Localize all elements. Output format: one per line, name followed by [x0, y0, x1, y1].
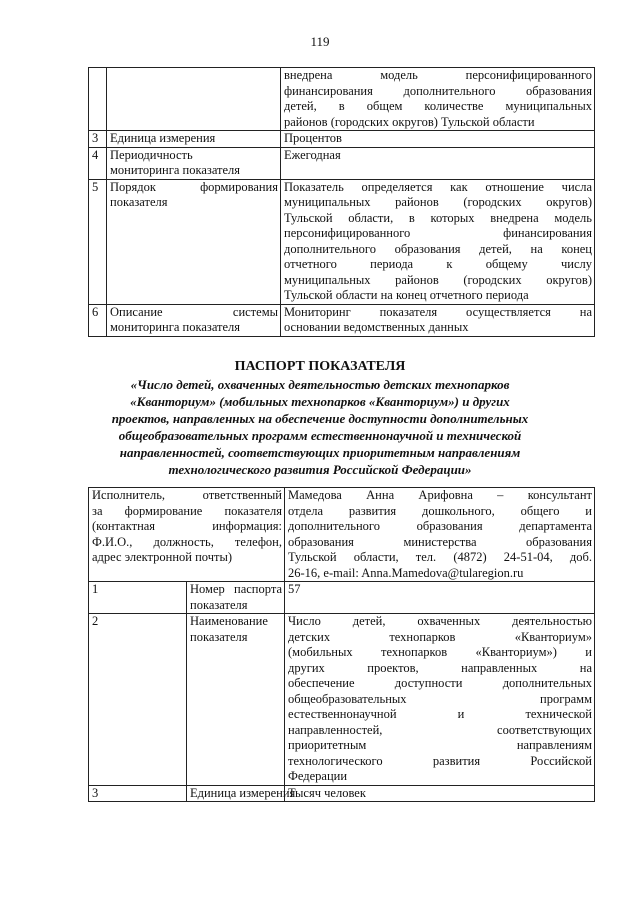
- passport-heading-block: [80, 358, 560, 478]
- row-label: Наименование показателя: [187, 614, 285, 786]
- passport-title: ПАСПОРТ ПОКАЗАТЕЛЯ: [234, 359, 406, 374]
- row-number: 2: [89, 614, 187, 786]
- row-value: Процентов: [281, 131, 595, 148]
- table-row: [89, 304, 595, 336]
- table-row: [89, 179, 595, 304]
- table-row: [89, 785, 595, 802]
- row-label: Номер паспорта показателя: [187, 582, 285, 614]
- executor-value: Мамедова Анна Арифовна – консультант отдела развития дошкольного, общего и дополнительного образования департамента образования министерства образования Тульской области, тел. (4872) 24-51-04, доб. 26-16, e-mail: Anna.Mamedova@tularegion.ru: [285, 488, 595, 582]
- text-line: внедрена модель персонифицированного: [284, 68, 592, 82]
- row-number: 3: [89, 785, 187, 802]
- row-value: Мониторинг показателя осуществляется на основании ведомственных данных: [281, 304, 595, 336]
- row-label: Единица измерения: [187, 785, 285, 802]
- row-value: Тысяч человек: [285, 785, 595, 802]
- indicator-passport-table: [88, 487, 595, 802]
- row-value: 57: [285, 582, 595, 614]
- table-row: [89, 614, 595, 786]
- table-row: [89, 147, 595, 179]
- table-row: [89, 488, 595, 582]
- row-number: 1: [89, 582, 187, 614]
- indicator-table-continued: [88, 67, 595, 337]
- text-line: финансирования дополнительного образования: [284, 83, 592, 98]
- row-number: 5: [89, 179, 107, 304]
- row-number: 4: [89, 147, 107, 179]
- text-line: районов (городских округов) Тульской области: [284, 114, 535, 129]
- row-value: Показатель определяется как отношение числа муниципальных районов (городских округов) Тульской области, в которых внедрена модель персонифицированного финансирования дополнительного образования детей, на конец отчетного периода к общему числу муниципальных районов (городских округов) Тульской области на конец отчетного периода: [281, 179, 595, 304]
- page-number: 119: [310, 34, 330, 49]
- table-row: [89, 582, 595, 614]
- table-row: [89, 131, 595, 148]
- text-line: детей, в общем количестве муниципальных: [284, 99, 592, 113]
- table-row: [89, 68, 595, 131]
- row-number: 6: [89, 304, 107, 336]
- passport-subtitle: «Число детей, охваченных деятельностью детских технопарков «Кванториум» (мобильных технопарков «Кванториум») и других проектов, направленных на обеспечение доступности дополнительных общеобразовательных программ естественнонаучной и технической направленностей, соответствующих приоритетным направлениям технологического развития Российской Федерации»: [111, 377, 529, 477]
- row-label: Периодичность мониторинга показателя: [107, 147, 281, 179]
- row-label: Описание системы мониторинга показателя: [107, 304, 281, 336]
- row-number-cell: [89, 68, 107, 131]
- row-value: Число детей, охваченных деятельностью детских технопарков «Кванториум» (мобильных технопарков «Кванториум») и других проектов, направленных на обеспечение доступности дополнительных общеобразовательных программ естественнонаучной и технической направленностей, соответствующих приоритетным направлениям технологического развития Российской Федерации: [285, 614, 595, 786]
- executor-label: Исполнитель, ответственный за формирование показателя (контактная информация: Ф.И.О., должность, телефон, адрес электронной почты): [89, 488, 285, 582]
- value-cell: [281, 68, 595, 131]
- row-label: Единица измерения: [107, 131, 281, 148]
- row-value: Ежегодная: [281, 147, 595, 179]
- label-cell: [107, 68, 281, 131]
- row-number: 3: [89, 131, 107, 148]
- row-label: Порядок формирования показателя: [107, 179, 281, 304]
